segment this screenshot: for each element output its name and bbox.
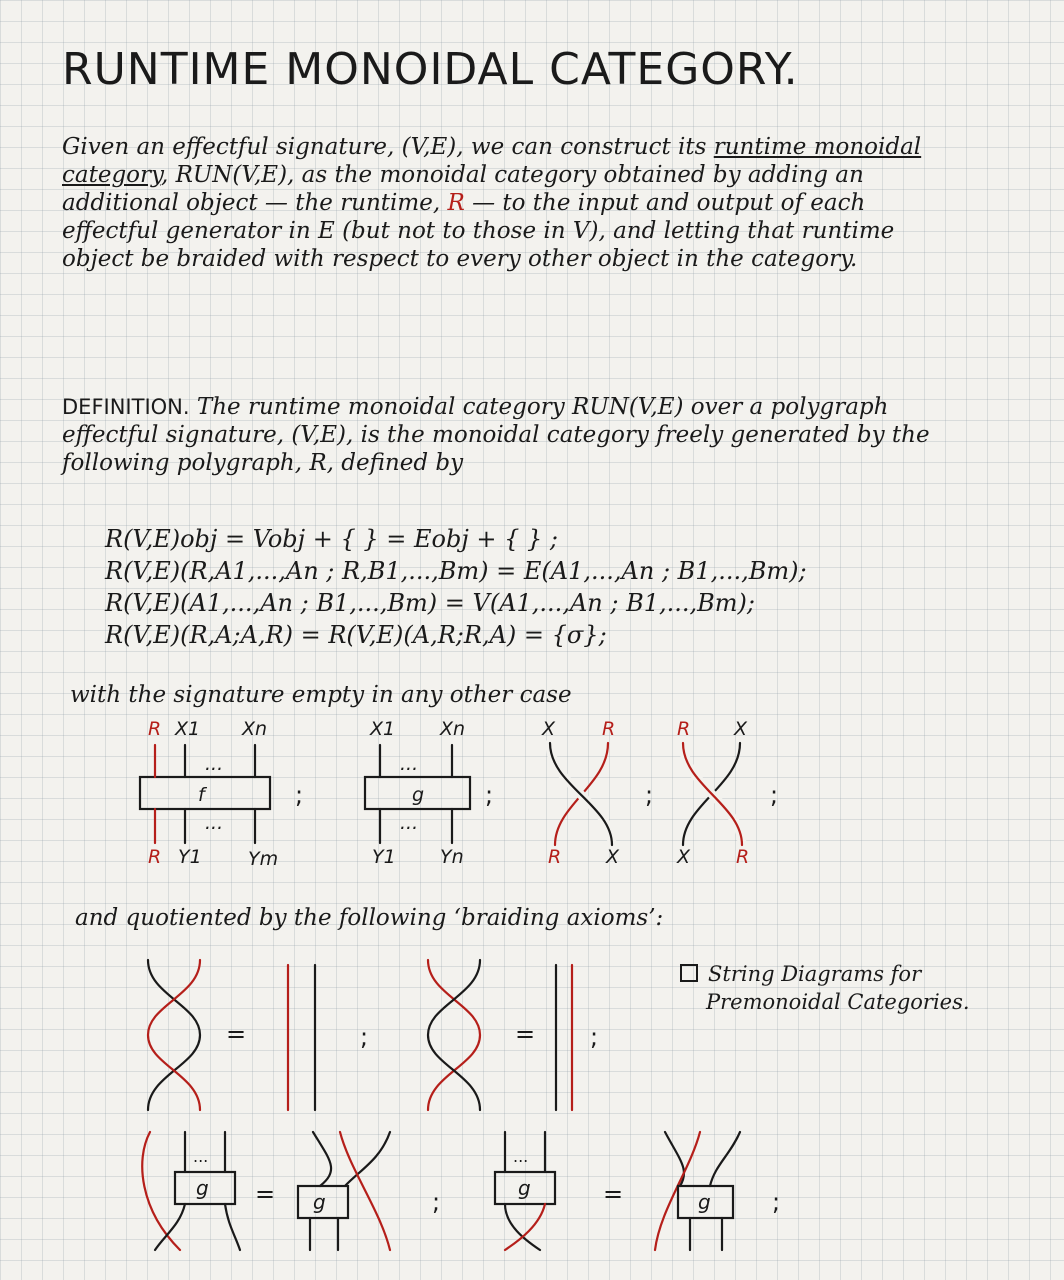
label-g-bottom-yn: Yn [440,846,464,868]
axiom-separator-3: ; [432,1188,441,1216]
axiom-diagrams [0,950,1064,1270]
label-braid2-bottom-r: R [736,846,750,868]
braid-2-diagram [683,743,742,845]
axiom-separator-4: ; [772,1188,781,1216]
reference-note-line-1: String Diagrams for [680,960,970,988]
label-g-top-xn: Xn [440,718,466,740]
generator-diagrams [0,715,1064,875]
label-f-bottom-r: R [148,846,162,868]
axiom-5-box-label: g [698,1190,711,1214]
braid-2-runtime-strand [683,743,742,845]
axiom-2-right [556,965,572,1110]
axiom-2-equals: = [515,1020,536,1048]
axiom-3-equals: = [255,1180,276,1208]
definition-label: DEFINITION. [62,395,190,419]
axiom-4-dots: ... [513,1147,529,1166]
equation-braiding: R(V,E)(R,A;A,R) = R(V,E)(A,R;R,A) = {σ}; [105,621,607,649]
axiom-3-right [298,1132,390,1250]
braid-1-diagram [550,743,612,845]
label-f-bottom-y1: Y1 [178,846,202,868]
label-g-dots-bottom: ... [400,812,419,834]
separator-3: ; [645,781,654,809]
label-f-box: f [198,784,205,806]
intro-text-3: — to the input and output of each effectful generator in E (but not to those in V), and letting that runtime object be braided with respect to every other object in the category. [62,190,895,272]
axiom-2-left [428,960,480,1110]
separator-4: ; [770,781,779,809]
axiom-4-box-label: g [518,1176,531,1200]
label-f-top-r: R [148,718,162,740]
axiom-3-dots: ... [193,1147,209,1166]
label-braid1-bottom-r: R [548,846,562,868]
label-f-top-xn: Xn [242,718,268,740]
page-title: RUNTIME MONOIDAL CATEGORY. [62,44,799,95]
definition-text: The runtime monoidal category RUN(V,E) over a polygraph effectful signature, (V,E), is the monoidal category freely generated by the following polygraph, R, defined by [62,394,930,476]
separator-2: ; [485,781,494,809]
intro-text-2: , RUN(V,E), as the monoidal category obtained by adding an additional object — the runtime, [62,162,864,216]
axiom-3-right-box-label: g [313,1190,326,1214]
label-f-dots-bottom: ... [205,812,224,834]
equation-objects: R(V,E)obj = Vobj + { } = Eobj + { } ; [105,525,559,553]
equation-pure: R(V,E)(A1,...,An ; B1,...,Bm) = V(A1,...,An ; B1,...,Bm); [105,589,755,617]
caption-axioms: and quotiented by the following ‘braiding axioms’: [75,905,664,931]
label-f-dots-top: ... [205,753,224,775]
label-braid2-top-r: R [677,718,691,740]
label-braid2-bottom-x: X [677,846,691,868]
equation-effectful: R(V,E)(R,A1,...,An ; R,B1,...,Bm) = E(A1,...,An ; B1,...,Bm); [105,557,807,585]
axiom-3-box-label: g [196,1176,209,1200]
caption-generators: with the signature empty in any other case [70,682,572,708]
label-braid2-top-x: X [734,718,748,740]
axiom-separator-1: ; [360,1023,369,1051]
label-braid1-top-r: R [602,718,616,740]
label-g-bottom-y1: Y1 [372,846,396,868]
reference-note-line-2: Premonoidal Categories. [706,990,970,1014]
label-braid1-bottom-x: X [606,846,620,868]
runtime-symbol: R [447,190,465,216]
definition-paragraph [62,393,962,477]
axiom-3-left [142,1132,240,1250]
axiom-1-equals: = [226,1020,247,1048]
label-f-top-x1: X1 [175,718,201,740]
intro-paragraph [62,133,962,273]
label-f-bottom-ym: Ym [248,848,279,870]
label-g-top-x1: X1 [370,718,396,740]
separator-1: ; [295,781,304,809]
axiom-1-left [148,960,200,1110]
braid-1-object-strand [550,743,612,845]
generator-f-box [140,777,270,809]
runtime-monoidal-category-term: runtime monoidal category [62,134,922,188]
axiom-separator-2: ; [590,1023,599,1051]
axiom-4-equals: = [603,1180,624,1208]
label-g-dots-top: ... [400,753,419,775]
label-braid1-top-x: X [542,718,556,740]
intro-text-1: Given an effectful signature, (V,E), we can construct its [62,134,714,160]
axiom-1-right [288,965,315,1110]
label-g-box: g [412,784,425,806]
